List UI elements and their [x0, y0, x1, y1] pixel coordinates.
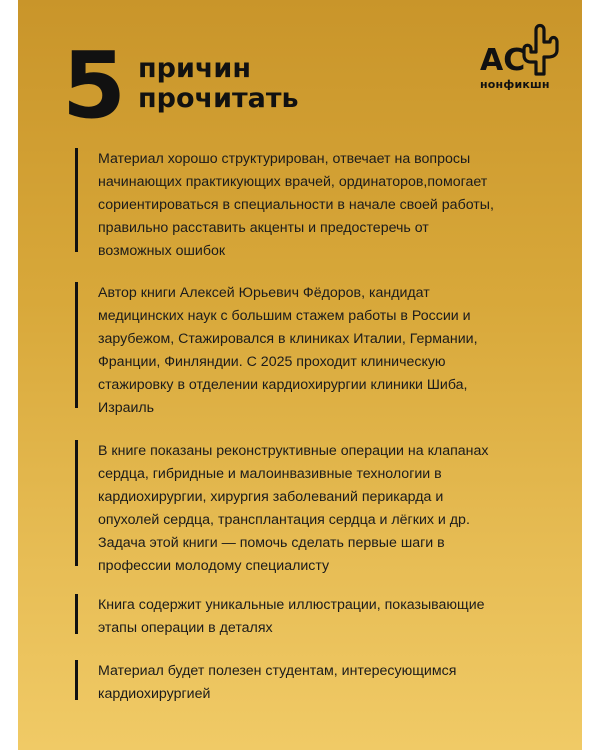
reason-bar [75, 660, 78, 700]
title-line-1: причин [138, 53, 252, 84]
reason-item-5 [75, 660, 555, 700]
reasons-count: 5 [62, 32, 125, 139]
reason-bar [75, 148, 78, 252]
reason-text: В книге показаны реконструктивные операции на клапанах сердца, гибридные и малоинвазивные технологии в кардиохирургии, хирургия заболеваний перикарда и опухолей сердца, трансплантация сердца и лёгких и др. Задача этой книги — помочь сделать первые шаги в профессии молодому специалисту [98, 443, 489, 574]
poster-card [18, 0, 582, 750]
reason-item-2 [75, 282, 555, 416]
logo-mark: АС [480, 43, 526, 78]
reason-item-1 [75, 148, 555, 259]
reason-item-4 [75, 594, 555, 634]
reason-text: Материал хорошо структурирован, отвечает на вопросы начинающих практикующих врачей, ординаторов,помогает сориентироваться в специальности в начале своей работы, правильно расставить акценты и предостеречь от возможных ошибок [98, 151, 494, 259]
reason-bar [75, 440, 78, 566]
poster-title [138, 54, 299, 114]
title-line-2: прочитать [138, 83, 299, 114]
reason-text: Материал будет полезен студентам, интересующимся кардиохирургией [98, 663, 457, 702]
reason-bar [75, 594, 78, 634]
reason-text: Книга содержит уникальные иллюстрации, показывающие этапы операции в деталях [98, 597, 485, 636]
reason-item-3 [75, 440, 555, 574]
publisher-name: нонфикшн [480, 78, 550, 91]
reason-bar [75, 282, 78, 408]
reason-text: Автор книги Алексей Юрьевич Фёдоров, кандидат медицинских наук с большим стажем работы в России и зарубежом, Стажировался в клиниках Италии, Германии, Франции, Финляндии. С 2025 проходит клиническую стажировку в отделении кардиохирургии клиники Шиба, Израиль [98, 285, 478, 416]
